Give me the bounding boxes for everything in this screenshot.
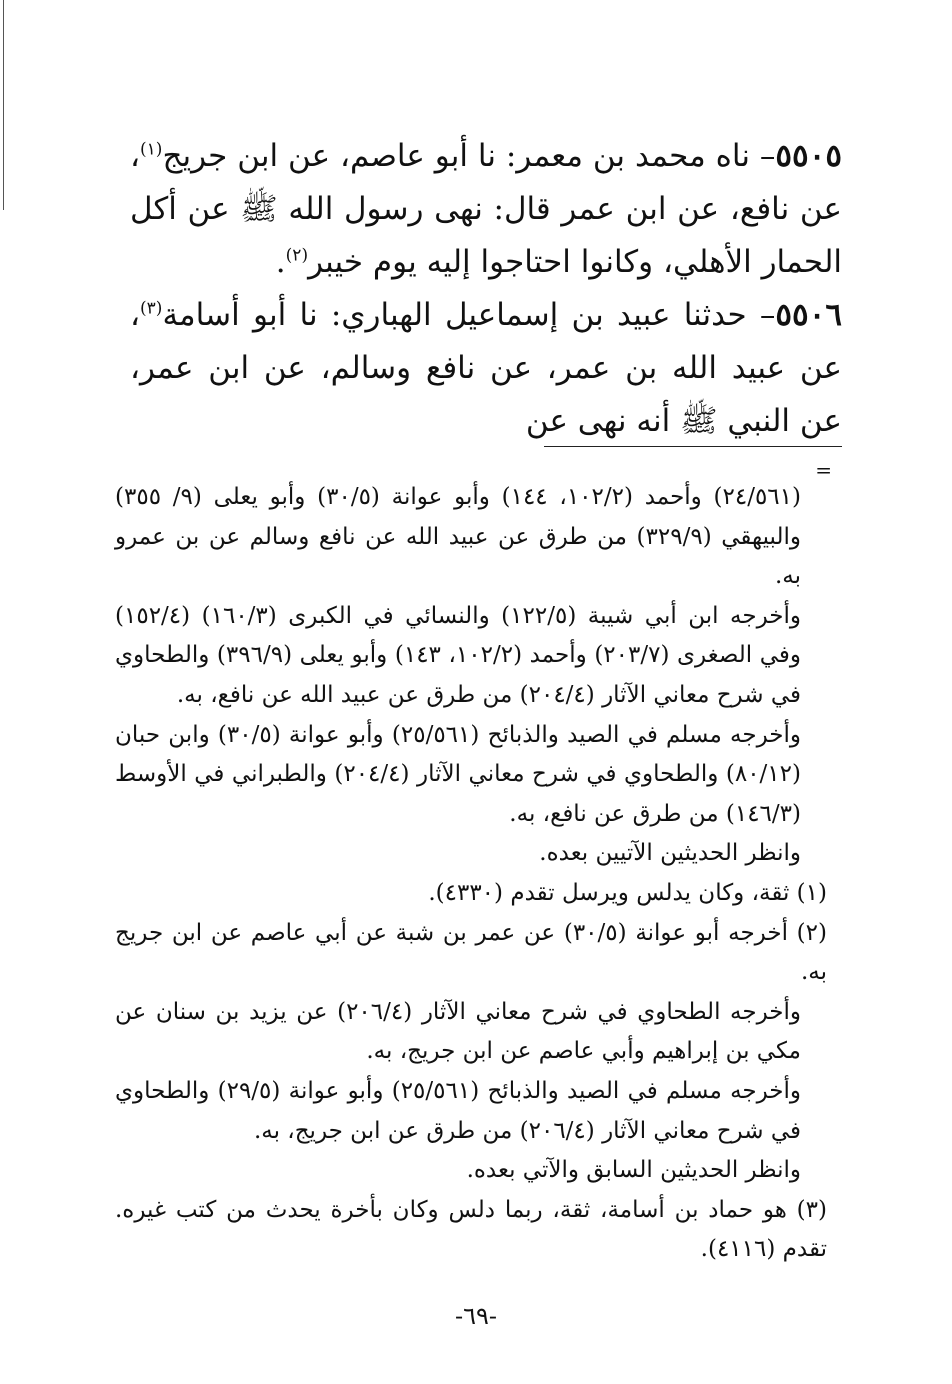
page-number: -٦٩- [455, 1302, 497, 1330]
hadith-number: ٥٥٠٦ [775, 297, 842, 333]
hadith-number: ٥٥٠٥ [775, 138, 842, 174]
footnote-continuation: وانظر الحديثين الآتيين بعده. [539, 840, 801, 867]
footnote-continuation: وأخرجه ابن أبي شيبة (١٢٢/٥) والنسائي في الكبرى (١٦٠/٣) (١٥٢/٤) وفي الصغرى (٢٠٣/٧) وأحمد (١٠٢/٢، ١٤٣) وأبو يعلى (٣٩٦/٩) والطحاوي في شرح معاني الآثار (٢٠٤/٤) من طرق عن عبيد الله عن نافع، به. [115, 602, 802, 708]
footnote-3: (٣) هو حماد بن أسامة، ثقة، ربما دلس وكان بأخرة يحدث من كتب غيره. تقدم (٤١١٦). [115, 1196, 827, 1263]
hadith-text: ، عن عبيد الله بن عمر، عن نافع وسالم، عن ابن عمر، عن النبي ﷺ أنه نهى عن [130, 297, 842, 439]
footnote-1: (١) ثقة، وكان يدلس ويرسل تقدم (٤٣٣٠). [428, 879, 827, 906]
hadith-text: – حدثنا عبيد بن إسماعيل الهباري: نا أبو أسامة [162, 297, 776, 333]
scan-edge-line [3, 0, 4, 210]
footnote-2-cont: وانظر الحديثين السابق والآتي بعده. [466, 1157, 801, 1184]
footnote-ref: (١) [140, 139, 163, 160]
hadith-text: – ناه محمد بن معمر: نا أبو عاصم، عن ابن جريج [162, 138, 776, 174]
hadith-text: ، عن نافع، عن ابن عمر قال: نهى رسول الله ﷺ عن أكل الحمار الأهلي، وكانوا احتاجوا إليه يوم خيبر [130, 138, 842, 280]
footnote-2-cont: وأخرجه مسلم في الصيد والذبائح (٢٥/٥٦١) وأبو عوانة (٢٩/٥) والطحاوي في شرح معاني الآثار (٢٠٦/٤) من طرق عن ابن جريج، به. [115, 1077, 802, 1144]
footnote-separator [544, 446, 842, 447]
continuation-mark: = [815, 458, 832, 482]
main-text [130, 130, 842, 448]
hadith-text: . [275, 244, 286, 280]
hadith-5505 [130, 130, 842, 289]
footnotes [115, 478, 827, 1270]
footnote-ref: (٢) [285, 245, 309, 266]
footnote-continuation: (٢٤/٥٦١) وأحمد (١٠٢/٢، ١٤٤) وأبو عوانة (٣٠/٥) وأبو يعلى (٩/ ٣٥٥) والبيهقي (٣٢٩/٩) من طرق عن عبيد الله عن نافع وسالم عن بن عمرو به. [115, 484, 802, 590]
footnote-ref: (٣) [140, 298, 163, 319]
hadith-5506 [130, 289, 842, 448]
footnote-continuation: وأخرجه مسلم في الصيد والذبائح (٢٥/٥٦١) وأبو عوانة (٣٠/٥) وابن حبان (٨٠/١٢) والطحاوي في شرح معاني الآثار (٢٠٤/٤) والطبراني في الأوسط (١٤٦/٣) من طرق عن نافع، به. [115, 721, 802, 827]
footnote-2: (٢) أخرجه أبو عوانة (٣٠/٥) عن عمر بن شبة عن أبي عاصم عن ابن جريج به. [115, 919, 827, 986]
footnote-2-cont: وأخرجه الطحاوي في شرح معاني الآثار (٢٠٦/٤) عن يزيد بن سنان عن مكي بن إبراهيم وأبي عاصم عن ابن جريج، به. [115, 998, 802, 1065]
